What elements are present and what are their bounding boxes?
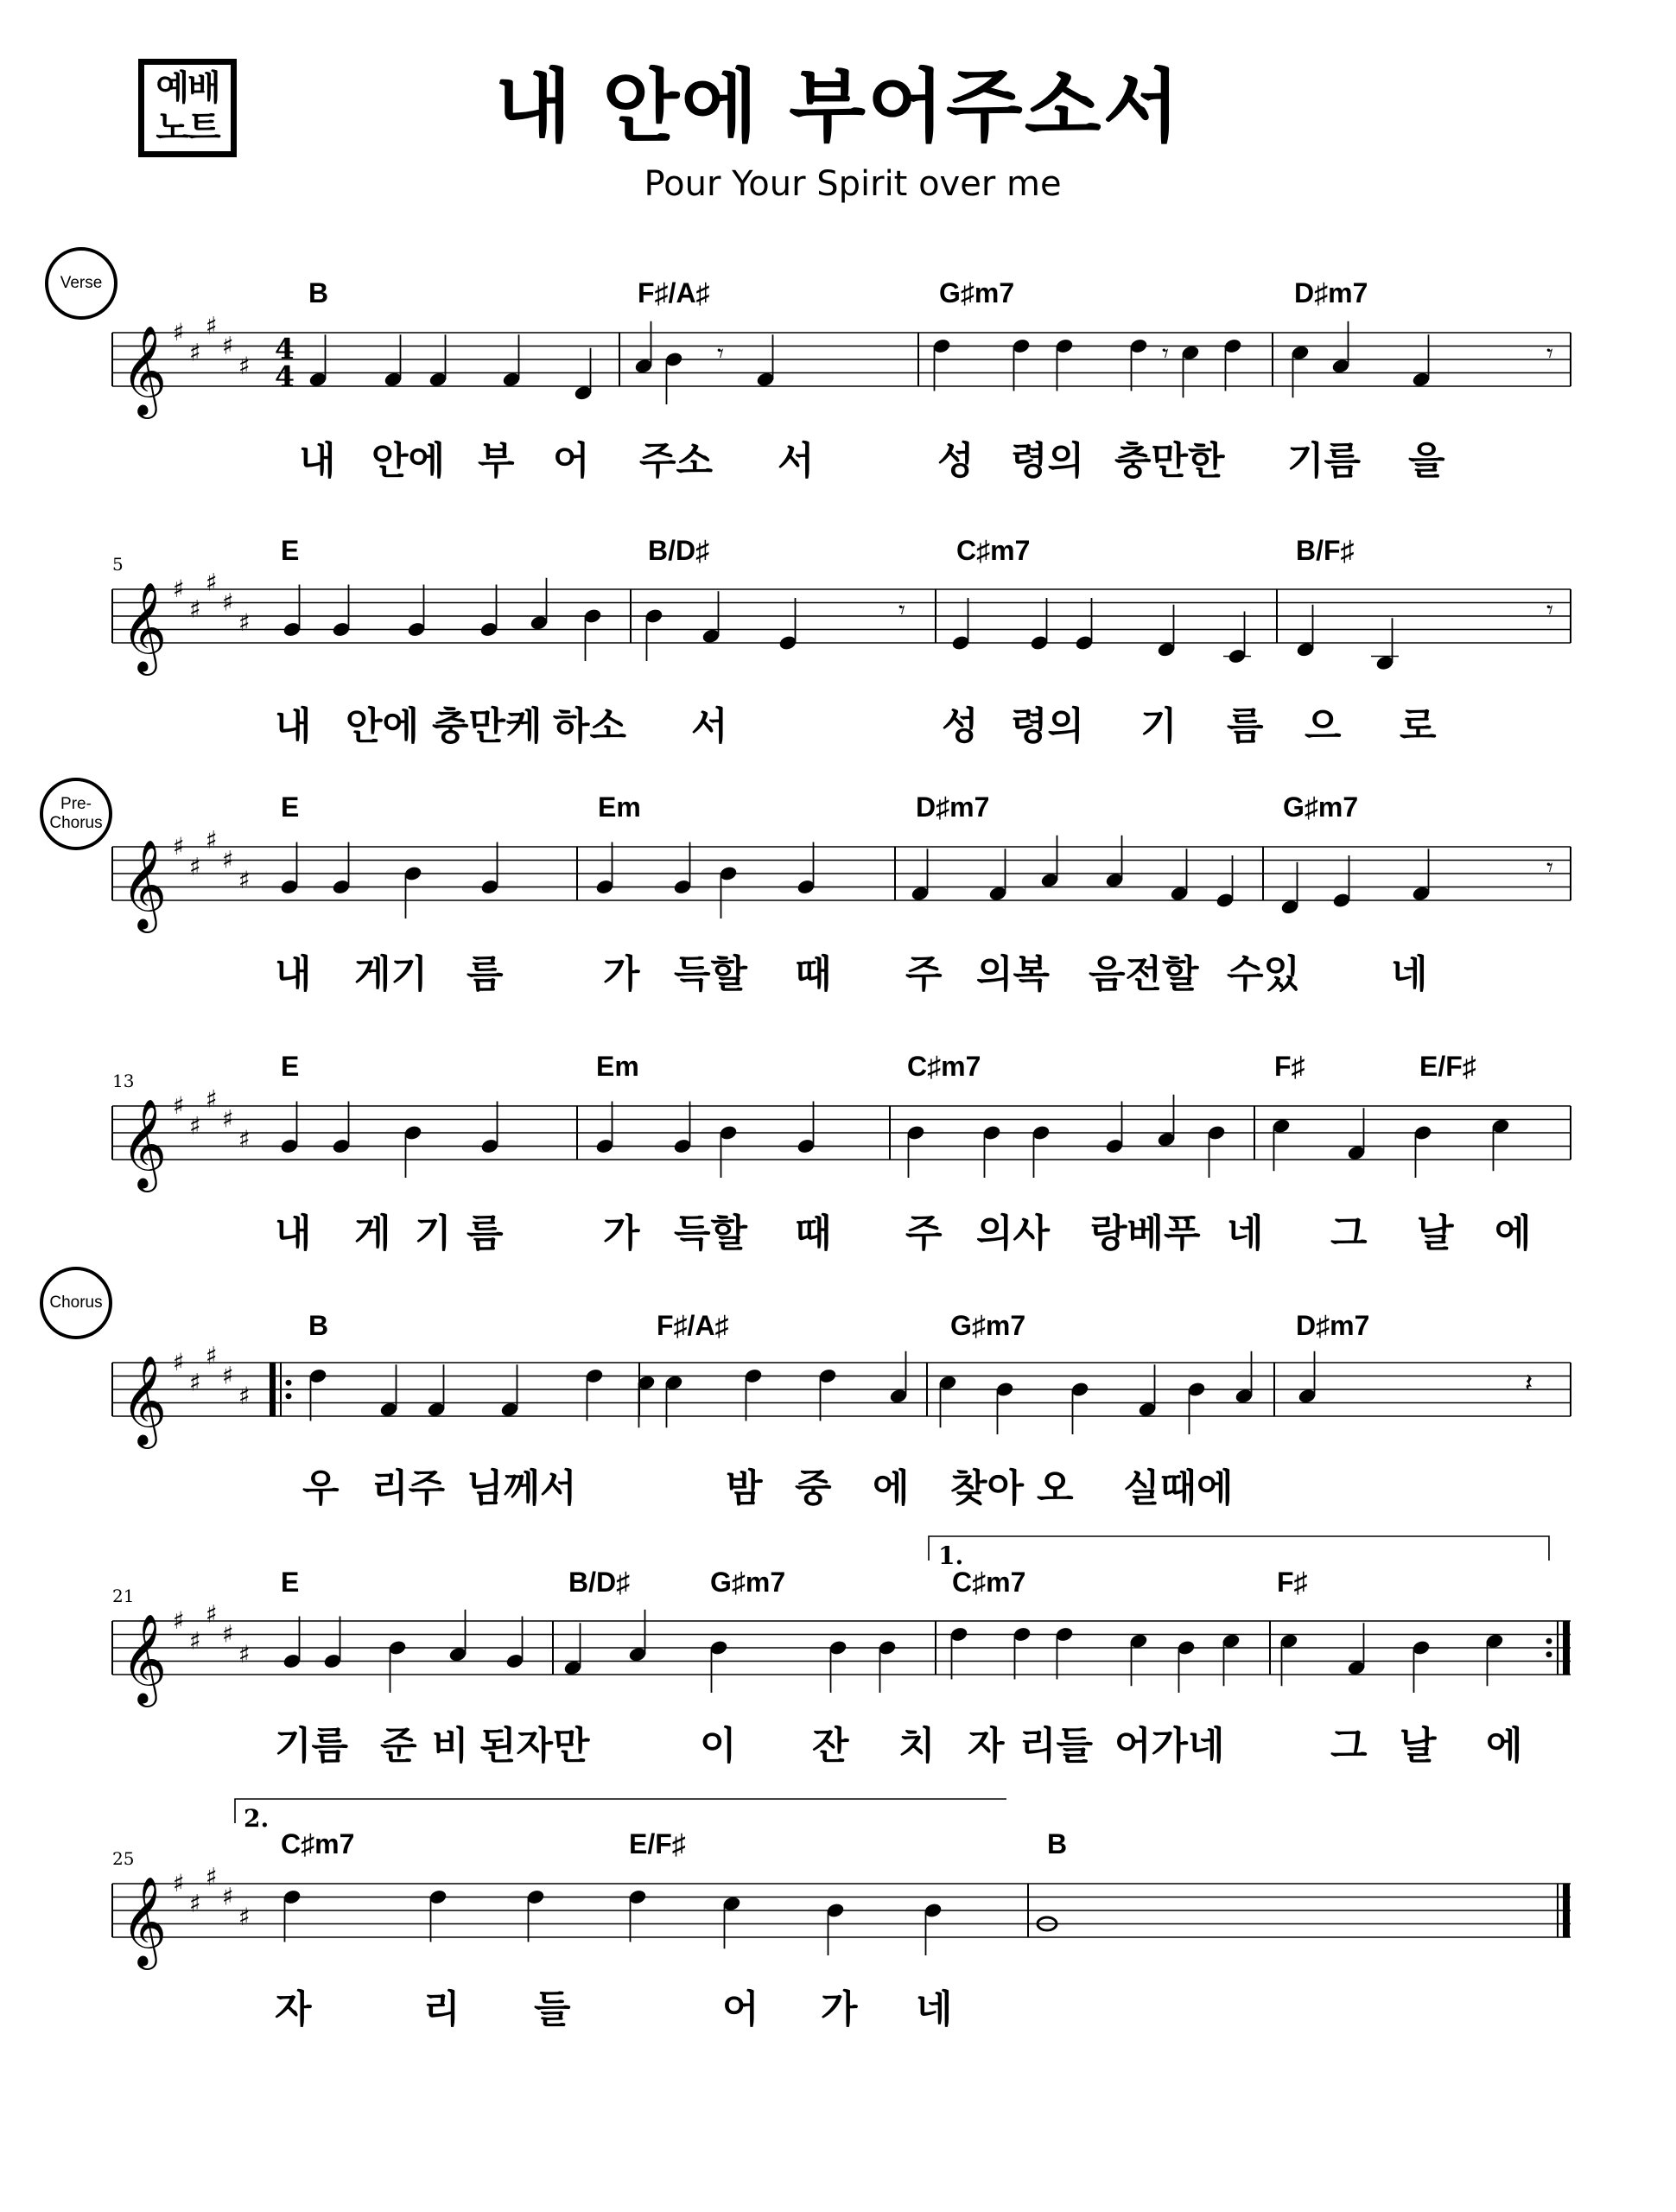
chord-symbol: D♯m7: [916, 791, 990, 823]
rest-icon: 𝄾: [1546, 853, 1553, 883]
ending-number-1: 1.: [938, 1541, 964, 1570]
repeat-start-thick: [270, 1363, 276, 1416]
lyric-syllable: 자: [275, 1987, 312, 2031]
key-signature-sharp-icon: ♯: [173, 575, 185, 603]
key-signature-sharp-icon: ♯: [189, 1111, 201, 1141]
repeat-dot: [286, 1380, 292, 1386]
chord-symbol: E/F♯: [1419, 1051, 1476, 1082]
lyric-syllable: 들: [534, 1987, 571, 2031]
lyric-syllable: 령의: [1011, 704, 1085, 748]
lyric-syllable: 우: [302, 1466, 340, 1510]
lyric-syllable: 어: [553, 439, 590, 483]
lyric-syllable: 때: [795, 952, 832, 996]
chord-symbol: F♯/A♯: [638, 277, 710, 308]
key-signature-sharp-icon: ♯: [189, 852, 201, 881]
chord-symbol: B: [1047, 1828, 1068, 1859]
chord-symbol: E: [281, 535, 300, 566]
lyric-syllable: 네: [1391, 952, 1428, 996]
chord-symbol: G♯m7: [1283, 791, 1359, 823]
lyric-syllable: 날: [1417, 1211, 1454, 1255]
key-signature-sharp-icon: ♯: [173, 1869, 185, 1897]
chord-symbol: G♯m7: [950, 1310, 1026, 1341]
lyric-syllable: 이: [700, 1724, 737, 1768]
measure-number: 21: [112, 1586, 135, 1606]
chord-symbol: E/F♯: [629, 1828, 686, 1859]
lyric-syllable: 치: [898, 1724, 936, 1768]
lyric-syllable: 성: [942, 704, 979, 748]
chord-symbol: B: [308, 1310, 329, 1341]
chord-symbol: C♯m7: [281, 1828, 355, 1859]
lyric-syllable: 리주: [371, 1466, 446, 1510]
logo-line-2: 노트: [156, 108, 219, 148]
lyric-syllable: 네: [916, 1987, 953, 2031]
lyric-syllable: 자: [968, 1724, 1005, 1768]
chord-symbol: C♯m7: [952, 1567, 1026, 1598]
repeat-dot: [1546, 1651, 1552, 1657]
lyric-syllable: 어가네: [1114, 1724, 1225, 1768]
lyric-syllable: 로: [1400, 704, 1437, 748]
chord-symbol: D♯m7: [1294, 277, 1368, 308]
key-signature-sharp-icon: ♯: [189, 1626, 201, 1656]
time-signature-bottom: 4: [275, 359, 295, 393]
lyric-syllable: 으: [1305, 704, 1342, 748]
chord-symbol: B: [308, 277, 329, 308]
rest-icon: 𝄾: [717, 339, 724, 369]
rest-icon: 𝄾: [1162, 339, 1169, 369]
lyric-syllable: 주소: [639, 439, 714, 483]
lyric-syllable: 서: [691, 704, 728, 748]
chord-symbol: B/D♯: [648, 535, 710, 566]
lyric-syllable: 충만한: [1114, 439, 1225, 483]
key-signature-sharp-icon: ♯: [222, 1882, 234, 1911]
lyric-syllable: 주: [905, 952, 943, 996]
lyric-syllable: 게: [354, 1211, 391, 1255]
key-signature-sharp-icon: ♯: [238, 351, 251, 380]
lyric-syllable: 의사: [976, 1211, 1051, 1255]
chord-symbol: C♯m7: [956, 535, 1031, 566]
key-signature-sharp-icon: ♯: [238, 1902, 251, 1931]
rest-icon: 𝄾: [1546, 339, 1553, 369]
key-signature-sharp-icon: ♯: [222, 845, 234, 874]
lyric-syllable: 게기: [354, 952, 429, 996]
lyric-syllable: 그: [1330, 1724, 1368, 1768]
chord-symbol: G♯m7: [710, 1567, 786, 1598]
lyric-syllable: 랑베푸: [1090, 1211, 1201, 1255]
ending-bracket-2: [235, 1799, 1006, 1823]
treble-clef-icon: 𝄞: [121, 1098, 168, 1189]
section-label-verse: Verse: [45, 247, 117, 320]
lyric-syllable: 내: [299, 439, 336, 483]
section-label-chorus: Chorus: [40, 1267, 112, 1339]
lyric-syllable: 기름: [275, 1724, 349, 1768]
lyric-syllable: 중: [795, 1466, 832, 1510]
lyric-syllable: 름: [467, 952, 504, 996]
measure-number: 5: [112, 554, 124, 575]
key-signature-sharp-icon: ♯: [238, 865, 251, 894]
key-signature-sharp-icon: ♯: [173, 832, 185, 861]
chord-symbol: F♯/A♯: [657, 1310, 729, 1341]
page-subtitle: Pour Your Spirit over me: [644, 164, 1062, 204]
lyric-syllable: 득할: [674, 952, 748, 996]
chord-symbol: B/D♯: [568, 1567, 631, 1598]
treble-clef-icon: 𝄞: [121, 582, 168, 672]
key-signature-sharp-icon: ♯: [189, 594, 201, 624]
lyric-syllable: 충만케: [432, 704, 543, 748]
chord-symbol: Em: [598, 791, 641, 823]
lyric-syllable: 내: [275, 952, 312, 996]
lyric-syllable: 름: [467, 1211, 504, 1255]
key-signature-sharp-icon: ♯: [173, 318, 185, 346]
chord-symbol: B/F♯: [1296, 535, 1355, 566]
measure-number: 25: [112, 1848, 135, 1869]
key-signature-sharp-icon: ♯: [238, 607, 251, 637]
lyric-syllable: 내: [275, 1211, 312, 1255]
lyric-syllable: 준: [380, 1724, 417, 1768]
chord-symbol: E: [281, 1051, 300, 1082]
lyric-syllable: 하소: [553, 704, 627, 748]
chord-symbol: F♯: [1274, 1051, 1305, 1082]
lyric-syllable: 안에: [346, 704, 420, 748]
lyric-syllable: 가: [821, 1987, 858, 2031]
measure-number: 13: [112, 1071, 135, 1091]
chord-symbol: E: [281, 1567, 300, 1598]
lyric-syllable: 리: [423, 1987, 460, 2031]
logo-line-1: 예배: [156, 68, 219, 108]
key-signature-sharp-icon: ♯: [238, 1124, 251, 1154]
lyric-syllable: 잔: [812, 1724, 849, 1768]
treble-clef-icon: 𝄞: [121, 325, 168, 416]
lyric-syllable: 에: [1495, 1211, 1532, 1255]
lyric-syllable: 안에: [371, 439, 446, 483]
chord-symbol: Em: [596, 1051, 639, 1082]
key-signature-sharp-icon: ♯: [206, 1599, 218, 1629]
repeat-end-thick: [1563, 1621, 1570, 1675]
lyric-syllable: 주: [905, 1211, 943, 1255]
key-signature-sharp-icon: ♯: [222, 1104, 234, 1134]
page-title: 내 안에 부어주소서: [494, 60, 1182, 153]
lyric-syllable: 에: [1486, 1724, 1523, 1768]
chord-symbol: G♯m7: [939, 277, 1015, 308]
key-signature-sharp-icon: ♯: [206, 1084, 218, 1114]
rest-icon: 𝄾: [1546, 595, 1553, 626]
treble-clef-icon: 𝄞: [121, 1876, 168, 1967]
key-signature-sharp-icon: ♯: [238, 1639, 251, 1669]
lyric-syllable: 기: [1140, 704, 1178, 748]
repeat-dot: [1546, 1638, 1552, 1644]
ending-number-2: 2.: [244, 1804, 270, 1833]
key-signature-sharp-icon: ♯: [238, 1381, 251, 1410]
chord-symbol: F♯: [1277, 1567, 1308, 1598]
key-signature-sharp-icon: ♯: [173, 1091, 185, 1120]
lyric-syllable: 을: [1408, 439, 1445, 483]
chord-symbol: E: [281, 791, 300, 823]
lyric-syllable: 름: [1227, 704, 1264, 748]
repeat-dot: [286, 1393, 292, 1399]
rest-icon: 𝄽: [1525, 1369, 1533, 1399]
lyric-syllable: 비: [432, 1724, 469, 1768]
rest-icon: 𝄾: [898, 595, 905, 626]
key-signature-sharp-icon: ♯: [189, 338, 201, 367]
lyric-syllable: 기름: [1287, 439, 1362, 483]
key-signature-sharp-icon: ♯: [189, 1368, 201, 1397]
lyric-syllable: 에: [873, 1466, 910, 1510]
treble-clef-icon: 𝄞: [121, 1613, 168, 1704]
lyric-syllable: 수있: [1227, 952, 1301, 996]
lyric-syllable: 가: [603, 1211, 640, 1255]
key-signature-sharp-icon: ♯: [206, 311, 218, 340]
ending-bracket-1: [929, 1536, 1549, 1560]
lyric-syllable: 어: [722, 1987, 759, 2031]
lyric-syllable: 가: [603, 952, 640, 996]
key-signature-sharp-icon: ♯: [206, 1862, 218, 1891]
key-signature-sharp-icon: ♯: [222, 331, 234, 360]
lyric-syllable: 실때에: [1123, 1466, 1234, 1510]
lyric-syllable: 네: [1227, 1211, 1264, 1255]
lyric-syllable: 음전할: [1089, 952, 1199, 996]
lyric-syllable: 성: [937, 439, 974, 483]
key-signature-sharp-icon: ♯: [222, 588, 234, 617]
key-signature-sharp-icon: ♯: [206, 568, 218, 597]
treble-clef-icon: 𝄞: [121, 1355, 168, 1446]
key-signature-sharp-icon: ♯: [222, 1619, 234, 1649]
key-signature-sharp-icon: ♯: [173, 1348, 185, 1376]
lyric-syllable: 부: [478, 439, 515, 483]
time-signature-top: 4: [275, 332, 295, 365]
lyric-syllable: 날: [1400, 1724, 1437, 1768]
chord-symbol: C♯m7: [907, 1051, 981, 1082]
lyric-syllable: 된자만: [479, 1724, 590, 1768]
lyric-syllable: 기: [415, 1211, 452, 1255]
key-signature-sharp-icon: ♯: [206, 1341, 218, 1370]
lyric-syllable: 의복: [976, 952, 1051, 996]
chord-symbol: D♯m7: [1296, 1310, 1370, 1341]
final-barline-thick: [1563, 1884, 1570, 1937]
lyric-syllable: 령의: [1011, 439, 1085, 483]
key-signature-sharp-icon: ♯: [206, 825, 218, 855]
key-signature-sharp-icon: ♯: [189, 1889, 201, 1918]
lyric-syllable: 님께서: [467, 1466, 577, 1510]
lyric-syllable: 밤: [726, 1466, 763, 1510]
lyric-syllable: 오: [1037, 1466, 1074, 1510]
lyric-syllable: 때: [795, 1211, 832, 1255]
treble-clef-icon: 𝄞: [121, 839, 168, 930]
section-label-prechorus: Pre- Chorus: [40, 778, 112, 850]
lyric-syllable: 그: [1330, 1211, 1368, 1255]
key-signature-sharp-icon: ♯: [173, 1606, 185, 1635]
lyric-syllable: 리들: [1019, 1724, 1094, 1768]
key-signature-sharp-icon: ♯: [222, 1361, 234, 1390]
lyric-syllable: 찾아: [950, 1466, 1025, 1510]
lyric-syllable: 득할: [674, 1211, 748, 1255]
lyric-syllable: 내: [275, 704, 312, 748]
lyric-syllable: 서: [778, 439, 815, 483]
